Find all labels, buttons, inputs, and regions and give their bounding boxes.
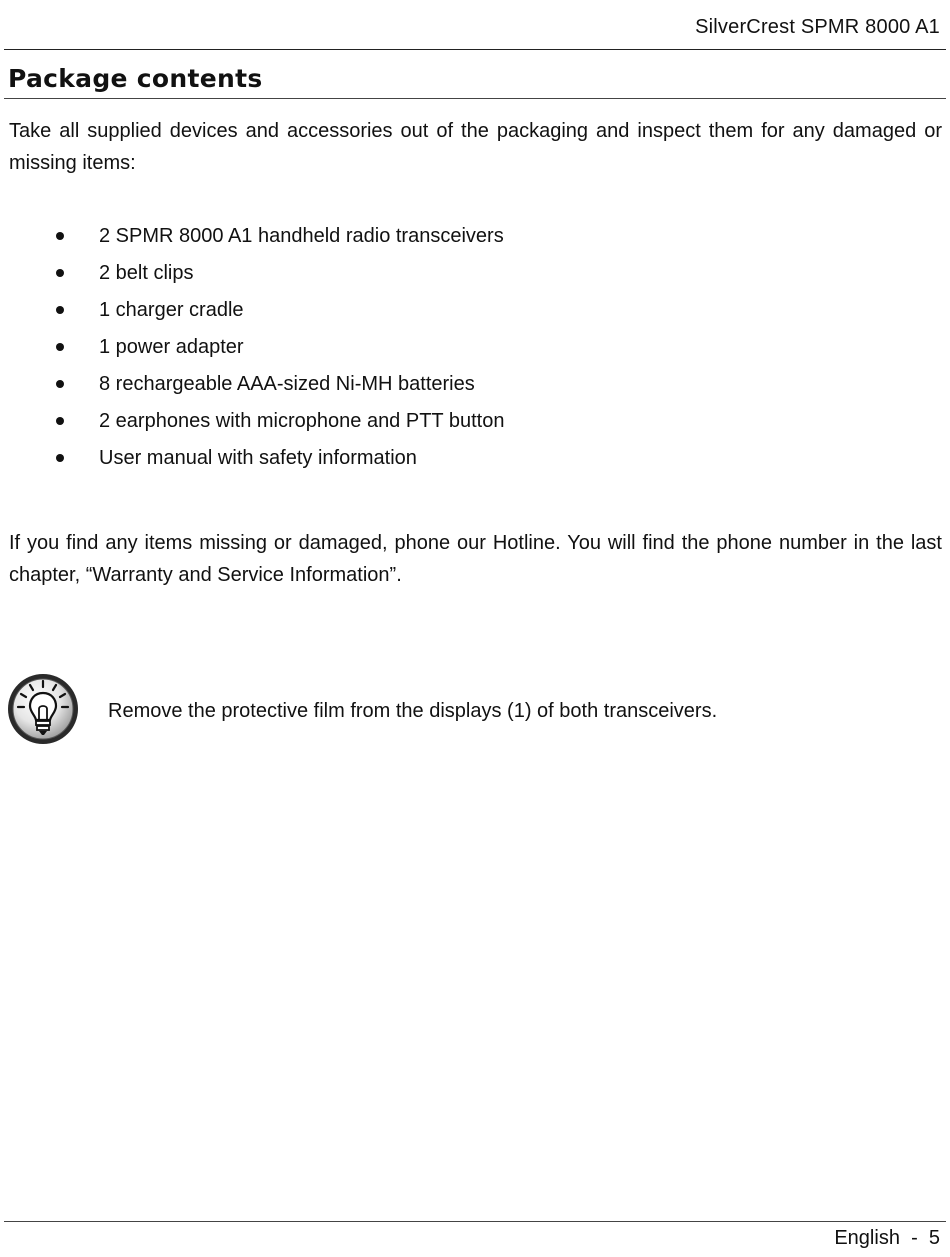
section-heading (4, 62, 946, 99)
list-item (0, 442, 900, 479)
package-contents-list (0, 220, 900, 479)
bullet-icon (56, 232, 64, 240)
list-item (0, 220, 900, 257)
bullet-icon (56, 380, 64, 388)
list-item-text: 2 SPMR 8000 A1 handheld radio transceivers (99, 225, 504, 247)
lightbulb-icon (6, 671, 80, 747)
page-header (4, 0, 946, 50)
tip-text: Remove the protective film from the displays (1) of both transceivers. (108, 700, 718, 722)
page-number: 5 (928, 1227, 940, 1249)
list-item-text: 2 earphones with microphone and PTT button (99, 410, 505, 432)
list-item (0, 368, 900, 405)
bullet-icon (56, 269, 64, 277)
footer-text (834, 1227, 940, 1250)
list-item (0, 257, 900, 294)
list-item-text: 1 power adapter (99, 336, 244, 358)
bullet-icon (56, 417, 64, 425)
page-footer (4, 1221, 946, 1257)
footer-language: English (834, 1227, 900, 1249)
bullet-icon (56, 454, 64, 462)
closing-paragraph: If you find any items missing or damaged, phone our Hotline. You will find the phone number in the last chapter, “Warranty and Service Information”. (9, 532, 942, 586)
bullet-icon (56, 306, 64, 314)
intro-paragraph: Take all supplied devices and accessories out of the packaging and inspect them for any damaged or missing items: (9, 120, 942, 174)
header-title: SilverCrest SPMR 8000 A1 (695, 16, 940, 38)
list-item-text: 8 rechargeable AAA-sized Ni-MH batteries (99, 373, 475, 395)
list-item (0, 331, 900, 368)
list-item-text: 1 charger cradle (99, 299, 244, 321)
list-item (0, 294, 900, 331)
list-item (0, 405, 900, 442)
bullet-icon (56, 343, 64, 351)
page-title: Package contents (8, 64, 263, 93)
footer-separator: - (911, 1227, 918, 1249)
list-item-text: User manual with safety information (99, 447, 417, 469)
list-item-text: 2 belt clips (99, 262, 194, 284)
